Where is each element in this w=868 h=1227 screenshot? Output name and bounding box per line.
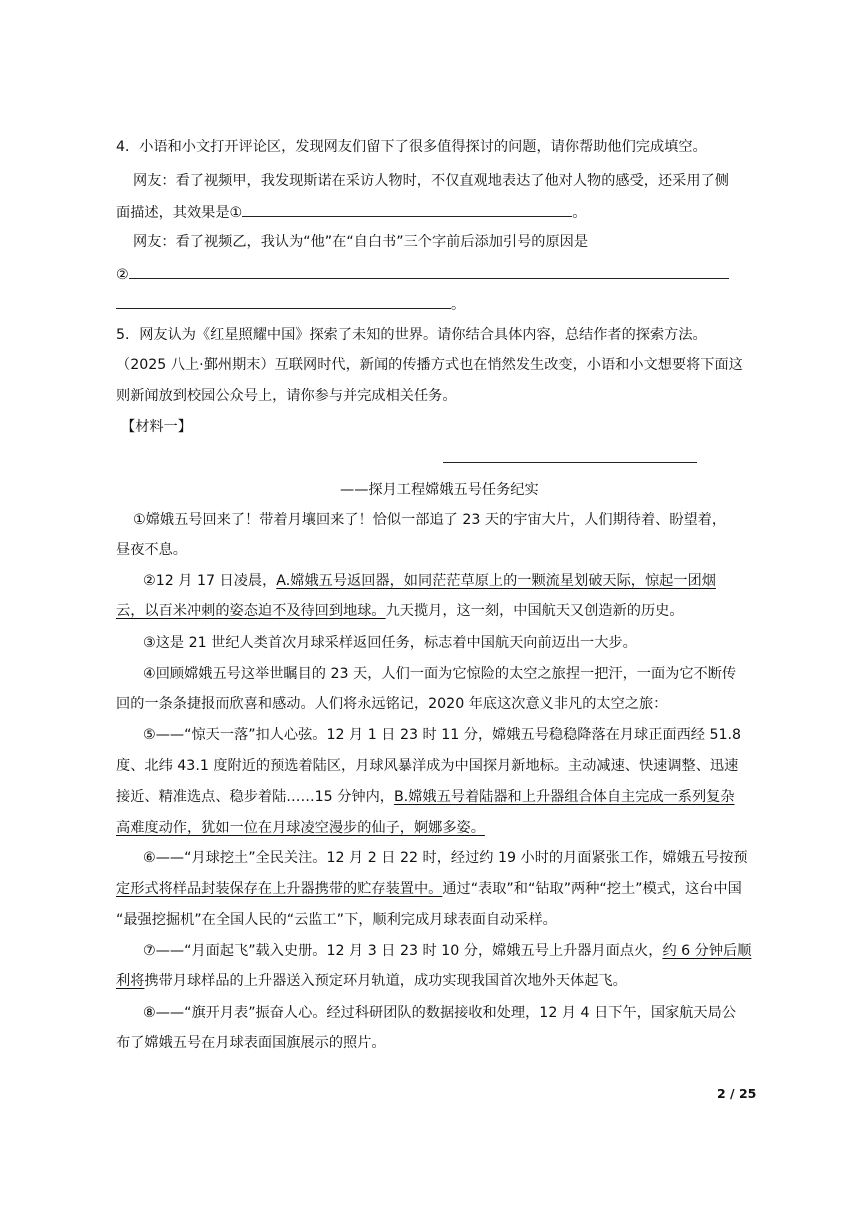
sentence-b: B.嫦娥五号着陆器和上升器组合体自主完成一系列复杂 xyxy=(393,789,735,805)
p3-line1: ③这是 21 世纪人类首次月球采样返回任务，标志着中国航天向前迈出一大步。 xyxy=(143,635,637,651)
p5-line1: ⑤——“惊天一落”扣人心弦。12 月 1 日 23 时 11 分，嫦娥五号稳稳降落在月球正面西经 51.8 xyxy=(143,727,742,743)
answer-blank-2a[interactable] xyxy=(129,263,729,279)
answer-blank-2b[interactable] xyxy=(116,293,451,309)
q4-b-line2 xyxy=(116,263,729,285)
p7-line1-start: ⑦——“月面起飞”载入史册。12 月 3 日 23 时 10 分，嫦娥五号上升器月面点火， xyxy=(143,943,663,959)
p7-line2-rest: 携带月球样品的上升器送入预定环月轨道，成功实现我国首次地外天体起飞。 xyxy=(144,973,627,989)
title-blank[interactable] xyxy=(443,462,697,463)
p6-line3: “最强挖掘机”在全国人民的“云监工”下，顺利完成月球表面自动采样。 xyxy=(116,912,557,928)
p2-date: ②12 月 17 日凌晨， xyxy=(143,573,277,589)
sentence-a-cont: 云，以百米冲刺的姿态迫不及待回到地球。 xyxy=(116,603,386,619)
p6-underlined: 定形式将样品封装保存在上升器携带的贮存装置中。 xyxy=(116,881,443,897)
intro-line2: 则新闻放到校园公众号上，请你参与并完成相关任务。 xyxy=(116,388,457,404)
intro-line1: （2025 八上·鄞州期末）互联网时代，新闻的传播方式也在悄然发生改变，小语和小文想要将下面这 xyxy=(116,357,743,373)
sentence-a: A.嫦娥五号返回器，如同茫茫草原上的一颗流星划破天际，惊起一团烟 xyxy=(276,573,716,589)
material-label: 【材料一】 xyxy=(121,419,192,435)
p4-line2: 回的一条条捷报而欣喜和感动。人们将永远铭记，2020 年底这次意义非凡的太空之旅： xyxy=(116,696,668,712)
page-number: 2 / 25 xyxy=(717,1086,757,1101)
q4-b-line3 xyxy=(116,293,465,315)
p1-line2: 昼夜不息。 xyxy=(116,542,187,558)
subtitle: ——探月工程嫦娥五号任务纪实 xyxy=(340,482,539,498)
p7-line2 xyxy=(116,971,627,991)
q4-b-end: 。 xyxy=(451,297,466,313)
p2-line2 xyxy=(116,601,684,621)
p7-line1 xyxy=(143,941,751,961)
q4-b-line1: 网友：看了视频乙，我认为“他”在“自白书”三个字前后添加引号的原因是 xyxy=(133,234,589,250)
p4-line1: ④回顾嫦娥五号这举世瞩目的 23 天，人们一面为它惊险的太空之旅捏一把汗，一面为它不断传 xyxy=(143,666,737,682)
sentence-b-cont: 高难度动作，犹如一位在月球凌空漫步的仙子，婀娜多姿。 xyxy=(116,820,485,836)
q4-b-marker: ② xyxy=(116,267,129,283)
p7-underlined: 约 6 分钟后顺 xyxy=(662,943,752,959)
q5-stem: 5．网友认为《红星照耀中国》探索了未知的世界。请你结合具体内容，总结作者的探索方法。 xyxy=(116,327,707,343)
p6-line2 xyxy=(116,879,742,899)
p2-rest: 九天揽月，这一刻，中国航天又创造新的历史。 xyxy=(385,603,684,619)
answer-blank-1[interactable] xyxy=(242,201,572,217)
q4-a-prompt: 面描述，其效果是① xyxy=(116,205,243,221)
p5-line2: 度、北纬 43.1 度附近的预选着陆区，月球风暴洋成为中国探月新地标。主动减速、快速调整、迅速 xyxy=(116,758,739,774)
q4-stem: 4．小语和小文打开评论区，发现网友们留下了很多值得探讨的问题，请你帮助他们完成填空。 xyxy=(116,139,707,155)
p8-line2: 布了嫦娥五号在月球表面国旗展示的照片。 xyxy=(116,1035,386,1051)
p5-line4 xyxy=(116,818,485,838)
p6-line2-rest: 通过“表取”和“钻取”两种“挖土”模式，这台中国 xyxy=(442,881,742,897)
q4-a-line1: 网友：看了视频甲，我发现斯诺在采访人物时，不仅直观地表达了他对人物的感受，还采用了侧 xyxy=(133,173,729,189)
p8-line1: ⑧——“旗开月表”振奋人心。经过科研团队的数据接收和处理，12 月 4 日下午，国家航天局公 xyxy=(143,1005,736,1021)
p6-line1: ⑥——“月球挖土”全民关注。12 月 2 日 22 时，经过约 19 小时的月面紧张工作，嫦娥五号按预 xyxy=(143,850,748,866)
p7-underlined-cont: 利将 xyxy=(116,973,145,989)
q4-a-line2 xyxy=(116,201,586,223)
q4-a-end: 。 xyxy=(572,205,587,221)
p2-line1 xyxy=(143,571,716,591)
p5-line3-start: 接近、精准选点、稳步着陆……15 分钟内， xyxy=(116,789,394,805)
p5-line3 xyxy=(116,787,735,807)
p1-line1: ①嫦娥五号回来了！带着月壤回来了！恰似一部追了 23 天的宇宙大片，人们期待着、盼望着， xyxy=(133,512,727,528)
